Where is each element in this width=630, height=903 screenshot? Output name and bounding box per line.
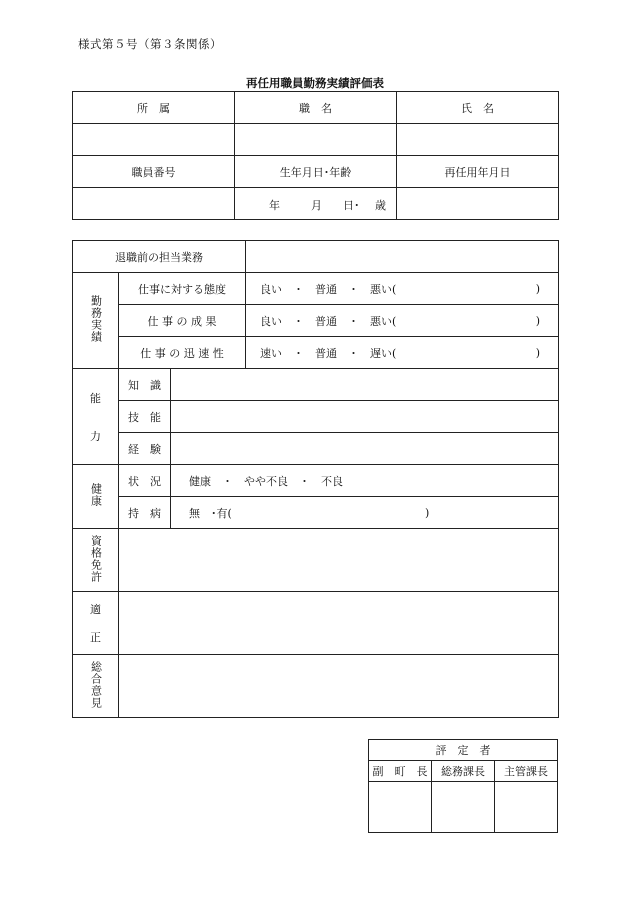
results-label: 仕 事 の 成 果	[119, 305, 246, 337]
aptitude-label	[73, 592, 119, 655]
evaluator-table	[368, 739, 558, 833]
deputy-mayor-header: 副 町 長	[369, 761, 432, 782]
attitude-close-paren: )	[535, 282, 541, 295]
evaluation-table	[72, 240, 559, 718]
chronic-illness-label: 持 病	[119, 497, 171, 529]
attitude-rating[interactable]	[246, 273, 559, 305]
condition-rating[interactable]	[171, 465, 559, 497]
work-record-label	[73, 273, 119, 369]
employee-info-table	[72, 91, 559, 220]
aptitude-label-top: 適	[90, 603, 101, 616]
qualifications-text: 資格免許	[89, 534, 103, 583]
birthdate-age-field[interactable]	[235, 188, 397, 220]
general-affairs-chief-header: 総務課長	[432, 761, 495, 782]
name-field[interactable]	[397, 124, 559, 156]
department-field[interactable]	[73, 124, 235, 156]
general-affairs-chief-seal-field[interactable]	[432, 782, 495, 833]
experience-label: 経 験	[119, 433, 171, 465]
condition-options: 健康 ・ やや不良 ・ 不良	[189, 474, 343, 488]
health-text: 健康	[89, 483, 103, 507]
employee-number-header: 職員番号	[73, 156, 235, 188]
deputy-mayor-seal-field[interactable]	[369, 782, 432, 833]
prior-duties-label: 退職前の担当業務	[73, 241, 246, 273]
overall-opinion-field[interactable]	[119, 655, 559, 718]
document-title: 再任用職員勤務実績評価表	[246, 76, 384, 90]
name-header: 氏 名	[397, 92, 559, 124]
ability-label-top: 能	[90, 391, 101, 405]
employee-number-field[interactable]	[73, 188, 235, 220]
reappointment-date-field[interactable]	[397, 188, 559, 220]
job-title-field[interactable]	[235, 124, 397, 156]
aptitude-field[interactable]	[119, 592, 559, 655]
supervising-chief-seal-field[interactable]	[495, 782, 558, 833]
condition-label: 状 況	[119, 465, 171, 497]
attitude-options: 良い ・ 普通 ・ 悪い(	[260, 282, 397, 296]
knowledge-field[interactable]	[171, 369, 559, 401]
results-rating[interactable]	[246, 305, 559, 337]
evaluator-header: 評 定 者	[369, 740, 558, 761]
form-number-label: 様式第５号（第３条関係）	[78, 37, 222, 51]
year-label: 年	[269, 199, 280, 212]
month-label: 月	[311, 199, 322, 212]
overall-opinion-label	[73, 655, 119, 718]
skill-field[interactable]	[171, 401, 559, 433]
knowledge-label: 知 識	[119, 369, 171, 401]
chronic-illness-options: 無 ･有(	[189, 506, 232, 520]
results-options: 良い ・ 普通 ・ 悪い(	[260, 314, 397, 328]
supervising-chief-header: 主管課長	[495, 761, 558, 782]
speed-close-paren: )	[535, 346, 541, 359]
job-title-header: 職 名	[235, 92, 397, 124]
skill-label: 技 能	[119, 401, 171, 433]
ability-label-bottom: 力	[90, 429, 101, 443]
speed-options: 速い ・ 普通 ・ 遅い(	[260, 346, 397, 360]
experience-field[interactable]	[171, 433, 559, 465]
age-label: 歳	[375, 199, 386, 212]
aptitude-label-bottom: 正	[90, 631, 101, 644]
health-label	[73, 465, 119, 529]
attitude-label: 仕事に対する態度	[119, 273, 246, 305]
qualifications-label	[73, 529, 119, 592]
chronic-illness-field[interactable]	[171, 497, 559, 529]
qualifications-field[interactable]	[119, 529, 559, 592]
speed-rating[interactable]	[246, 337, 559, 369]
results-close-paren: )	[535, 314, 541, 327]
overall-opinion-text: 総合意見	[89, 660, 103, 709]
department-header: 所 属	[73, 92, 235, 124]
day-label: 日･	[343, 199, 360, 212]
speed-label: 仕 事 の 迅 速 性	[119, 337, 246, 369]
chronic-close-paren: )	[425, 506, 430, 519]
ability-label	[73, 369, 119, 465]
reappointment-date-header: 再任用年月日	[397, 156, 559, 188]
work-record-text: 勤務実績	[89, 295, 103, 343]
prior-duties-field[interactable]	[246, 241, 559, 273]
birthdate-age-header: 生年月日･年齢	[235, 156, 397, 188]
